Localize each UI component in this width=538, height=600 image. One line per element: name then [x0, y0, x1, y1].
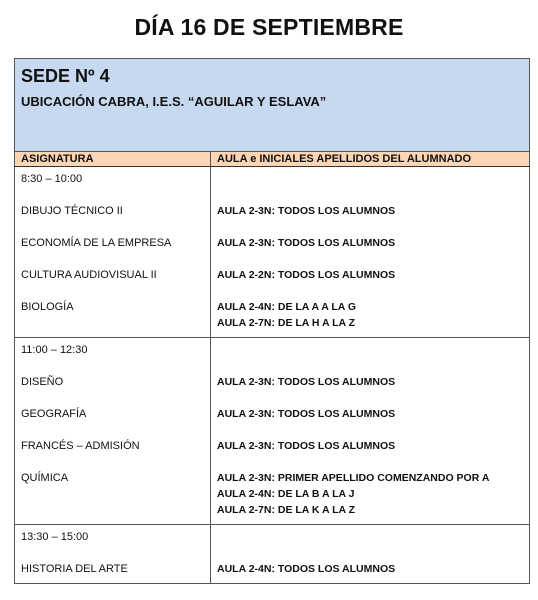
time-slot-spacer — [217, 529, 523, 545]
column-header-aula: AULA e INICIALES APELLIDOS DEL ALUMNADO — [211, 152, 530, 167]
time-slot: 8:30 – 10:00 — [21, 173, 83, 185]
time-block-row — [15, 167, 530, 338]
spacer — [21, 486, 204, 502]
time-block-row — [15, 338, 530, 525]
asignatura-cell — [15, 525, 211, 584]
aula-cell — [211, 338, 530, 525]
schedule-table — [14, 58, 530, 584]
time-slot-spacer — [217, 342, 523, 358]
spacer — [217, 545, 523, 561]
spacer — [217, 283, 523, 299]
subject-name: FRANCÉS – ADMISIÓN — [21, 440, 140, 452]
subject-name: DIBUJO TÉCNICO II — [21, 205, 123, 217]
time-block-row — [15, 525, 530, 584]
spacer — [217, 219, 523, 235]
sede-title: SEDE Nº 4 — [21, 66, 110, 86]
spacer — [217, 422, 523, 438]
spacer — [21, 358, 204, 374]
spacer — [21, 502, 204, 518]
aula-cell — [211, 167, 530, 338]
subject-name: BIOLOGÍA — [21, 301, 74, 313]
spacer — [217, 251, 523, 267]
aula-assignment: AULA 2-4N: TODOS LOS ALUMNOS — [217, 563, 396, 575]
asignatura-cell — [15, 338, 211, 525]
time-blocks — [15, 167, 530, 584]
aula-assignment: AULA 2-7N: DE LA K A LA Z — [217, 504, 356, 516]
spacer — [217, 454, 523, 470]
time-slot: 11:00 – 12:30 — [21, 344, 88, 356]
spacer — [21, 454, 204, 470]
subject-name: QUÍMICA — [21, 472, 69, 484]
subject-name: DISEÑO — [21, 376, 64, 388]
aula-assignment: AULA 2-4N: DE LA B A LA J — [217, 488, 355, 500]
column-header-row — [15, 152, 530, 167]
subject-name: GEOGRAFÍA — [21, 408, 87, 420]
spacer — [21, 283, 204, 299]
aula-cell — [211, 525, 530, 584]
spacer — [21, 422, 204, 438]
aula-assignment: AULA 2-2N: TODOS LOS ALUMNOS — [217, 269, 396, 281]
spacer — [217, 358, 523, 374]
page-title: DÍA 16 DE SEPTIEMBRE — [134, 14, 404, 40]
asignatura-cell — [15, 167, 211, 338]
column-header-asignatura: ASIGNATURA — [15, 152, 211, 167]
sede-header-row — [15, 59, 530, 152]
spacer — [21, 251, 204, 267]
aula-assignment: AULA 2-3N: TODOS LOS ALUMNOS — [217, 237, 396, 249]
aula-assignment: AULA 2-3N: TODOS LOS ALUMNOS — [217, 408, 396, 420]
time-slot-spacer — [217, 171, 523, 187]
aula-assignment: AULA 2-3N: PRIMER APELLIDO COMENZANDO POR A — [217, 472, 490, 484]
subject-name: HISTORIA DEL ARTE — [21, 563, 128, 575]
spacer — [217, 390, 523, 406]
aula-assignment: AULA 2-3N: TODOS LOS ALUMNOS — [217, 376, 396, 388]
time-slot: 13:30 – 15:00 — [21, 531, 89, 543]
aula-assignment: AULA 2-4N: DE LA A A LA G — [217, 301, 357, 313]
spacer — [21, 219, 204, 235]
aula-assignment: AULA 2-3N: TODOS LOS ALUMNOS — [217, 440, 396, 452]
spacer — [21, 390, 204, 406]
spacer — [21, 187, 204, 203]
spacer — [217, 187, 523, 203]
subject-name: CULTURA AUDIOVISUAL II — [21, 269, 157, 281]
sede-header — [15, 59, 530, 152]
spacer — [21, 545, 204, 561]
subject-name: ECONOMÍA DE LA EMPRESA — [21, 237, 172, 249]
sede-location: UBICACIÓN CABRA, I.E.S. “AGUILAR Y ESLAVA” — [21, 94, 327, 109]
aula-assignment: AULA 2-3N: TODOS LOS ALUMNOS — [217, 205, 396, 217]
spacer — [21, 315, 204, 331]
aula-assignment: AULA 2-7N: DE LA H A LA Z — [217, 317, 356, 329]
